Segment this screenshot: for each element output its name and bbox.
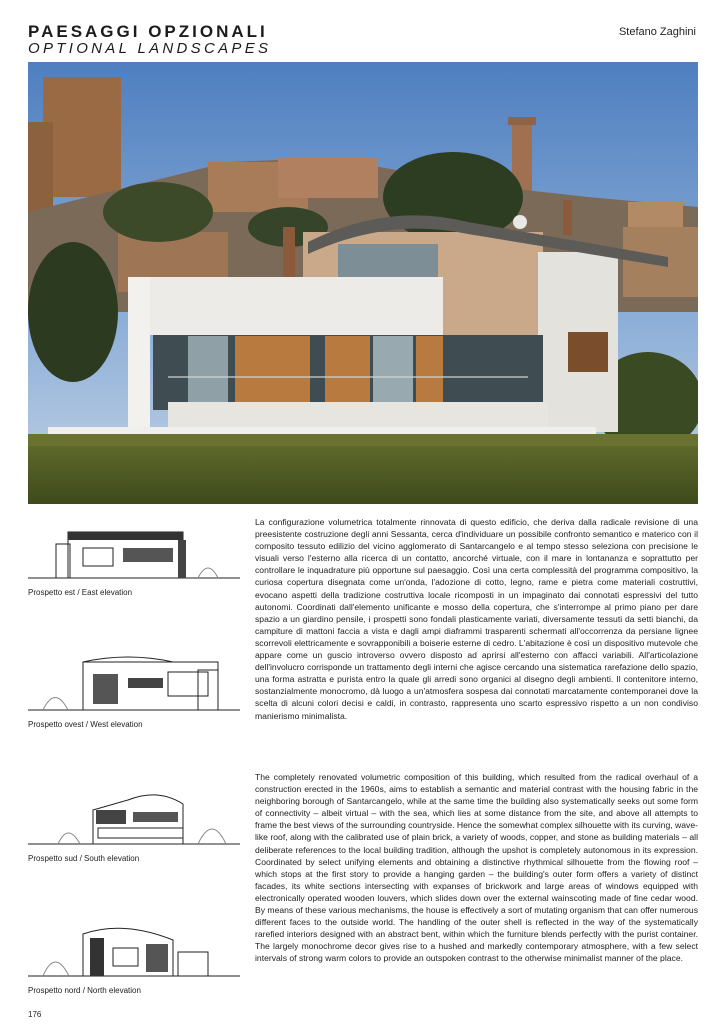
south-elevation-drawing bbox=[28, 786, 240, 848]
elevation-caption: Prospetto nord / North elevation bbox=[28, 986, 141, 995]
author-name: Stefano Zaghini bbox=[618, 26, 696, 38]
north-elevation bbox=[28, 918, 240, 995]
elevation-caption: Prospetto est / East elevation bbox=[28, 588, 133, 597]
east-elevation-drawing bbox=[28, 520, 240, 582]
elevation-caption: Prospetto ovest / West elevation bbox=[28, 720, 143, 729]
page-title-italian: PAESAGGI OPZIONALI bbox=[28, 22, 268, 41]
elevation-caption: Prospetto sud / South elevation bbox=[28, 854, 140, 863]
body-text-italian: La configurazione volumetrica totalmente rinnovata di questo edificio, che deriva dalla radicale revisione di una preesistente costruzione degli anni Sessanta, cerca d'individuare un possibile confronto semantico e materico con il composito tessuto edilizio del vicino agglomerato di Santarcangelo e al tempo stesso seleziona con precisione le visuali verso l'esterno alla ricerca di un contatto, ancorché virtuale, con il mare in lontananza e soprattutto per controllare le inquadrature più opportune sul paesaggio. Così una certa complessità del programma compositivo, la curiosa copertura disegnata come un'onda, l'adozione di cotto, legno, rame e pietra come materiali costruttivi, evocano aspetti della tradizione costruttiva locale ricomposti in un impaginato dai connotati espressivi del tutto autonomi. Coordinati dall'elemento unificante e mosso della copertura, che s'interrompe al primo piano per dare spazio a un giardino pensile, i prospetti sono fondali plasticamente variati, diversamente tessuti da setti bianchi, da campiture di mattoni faccia a vista e dagli ampi diaframmi trasparenti schermati all'occorrenza da persiane lignee scorrevoli elettricamente e sovrapponibili a boiserie esterne di cedro. L'abitazione è così un dispositivo mutevole che appare come un guscio introverso ovvero disposto ad aprirsi all'esterno con affacci variabili. All'articolazione dell'involucro corrisponde un trattamento degli interni che agisce cercando una sistematica rarefazione dello spazio, una forma astratta e purista entro la quale gli arredi sono organici al disegno degli ambienti. Il contenitore interno, sostanzialmente monocromo, dà luogo a un'atmosfera sospesa dai connotati marcatamente contemporanei dove la scelta di alcuni colori decisi e caldi, in contrasto, rappresenta uno scarto espressivo rispetto a un non condiviso manierismo minimalista. bbox=[255, 517, 698, 721]
east-elevation bbox=[28, 520, 240, 597]
body-text-english: The completely renovated volumetric composition of this building, which resulted from the radical overhaul of a construction erected in the 1960s, aims to establish a semantic and material contrast with the housing fabric in the neighboring borough of Santarcangelo, while at the same time the building also systematically seeks out some form of connectivity – albeit virtual – with the sea, which lies at some distance from the site, and above all attempts to frame the best views of the surrounding countryside. Hence the somewhat complex silhouette with its curving, wave-like roof, along with the calibrated use of plain brick, a variety of woods, copper, and stone as building materials – all deliberate references to the local building tradition, although the upshot is completely autonomous in its expression. Coordinated by select unifying elements and obtaining a distinctive rhythmical silhouette from the flowing roof – which stops at the first story to provide a hanging garden – the building's outer form offers a variety of distinct facades, its white sections intersecting with expanses of brickwork and large areas of windows equipped with electronically operated wooden louvers, which slides down over the external wainscoting made of fine cedar wood. By means of these various mechanisms, the house is effectively a sort of mutating organism that can offer numerous different faces to the outside world. The handling of the outer shell is reflected in the way of the systematically rarefied interiors designed with an abstract bent, within which the furniture blends perfectly with the purist container. The largely monochrome decor gives rise to a hushed and markedly contemporary atmosphere, with a few select intervals of strong warm colors to provide an outspoken contrast to the otherwise minimalist manner of the place. bbox=[255, 772, 698, 964]
page-title-english: OPTIONAL LANDSCAPES bbox=[28, 40, 272, 57]
west-elevation bbox=[28, 652, 240, 729]
house-photo bbox=[28, 62, 698, 504]
north-elevation-drawing bbox=[28, 918, 240, 980]
west-elevation-drawing bbox=[28, 652, 240, 714]
south-elevation bbox=[28, 786, 240, 863]
page-number: 176 bbox=[28, 1010, 42, 1019]
